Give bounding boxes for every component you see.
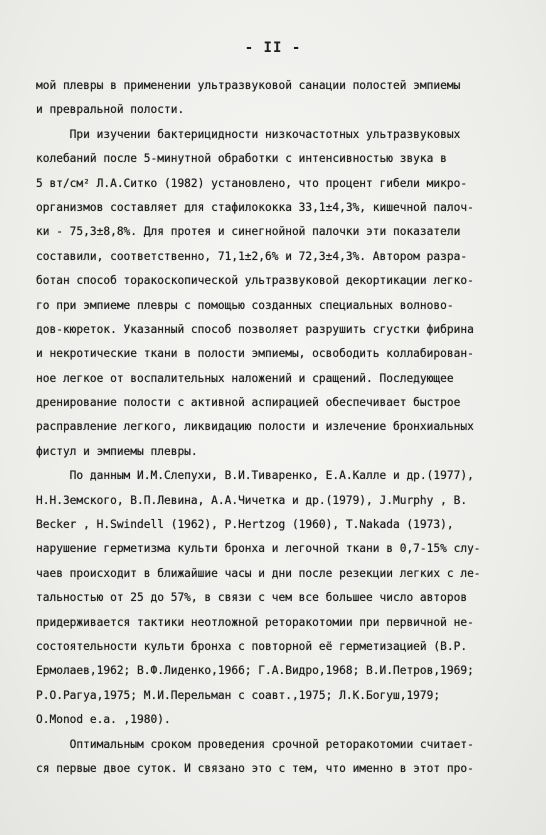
text-line: организмов составляет для стафилококка 33,1±4,3%, кишечной палоч- (36, 200, 474, 214)
text-line: ся первые двое суток. И связано это с тем, что именно в этот про- (36, 761, 474, 775)
text-line: дов-кюреток. Указанный способ позволяет разрушить сгустки фибрина (36, 322, 474, 336)
text-line: и некротические ткани в полости эмпиемы, освободить коллабирован- (36, 347, 474, 361)
text-line: тальностью от 25 до 57%, в связи с чем все большее число авторов (36, 591, 468, 605)
text-line: ботан способ торакоскопической ультразвуковой декортикации легко- (36, 274, 474, 288)
text-line: и превральной полости. (36, 103, 185, 117)
text-line: расправление легкого, ликвидацию полости и излечение бронхиальных (36, 420, 474, 434)
text-line: Becker , H.Swindell (1962), P.Hertzog (1960), T.Nakada (1973), (36, 518, 454, 532)
text-line: фистул и эмпиемы плевры. (36, 444, 198, 458)
text-line: O.Monod e.a. ,1980). (36, 713, 171, 727)
text-line: чаев происходит в ближайшие часы и дни после резекции легких с ле- (36, 566, 481, 580)
text-line: По данным И.М.Слепухи, В.И.Тиваренко, Е.А.Калле и др.(1977), (36, 469, 474, 483)
text-line: ное легкое от воспалительных наложений и сращений. Последующее (36, 371, 454, 385)
text-line: дренирование полости с активной аспирацией обеспечивает быстрое (36, 396, 461, 410)
text-line: При изучении бактерицидности низкочастотных ультразвуковых (36, 127, 461, 141)
text-line: Р.О.Рагуа,1975; М.И.Перельман с соавт.,1975; Л.К.Богуш,1979; (36, 688, 441, 702)
body-text (36, 74, 516, 781)
text-line: Н.Н.Земского, В.П.Левина, А.А.Чичетка и др.(1979), J.Murphy , B. (36, 493, 468, 507)
text-line: нарушение герметизма культи бронха и легочной ткани в 0,7-15% слу- (36, 542, 481, 556)
text-line: го при эмпиеме плевры с помощью созданных специальных волново- (36, 298, 454, 312)
text-line: состоятельности культи бронха с повторной её герметизацией (В.Р. (36, 639, 468, 653)
page-number: - II - (244, 40, 302, 56)
text-line: Оптимальным сроком проведения срочной реторакотомии считает- (36, 737, 474, 751)
text-line: ки - 75,3±8,8%. Для протея и синегнойной палочки эти показатели (36, 225, 461, 239)
text-line: составили, соответственно, 71,1±2,6% и 72,3±4,3%. Автором разра- (36, 249, 468, 263)
text-line: мой плевры в применении ультразвуковой санации полостей эмпиемы (36, 79, 461, 92)
text-line: колебаний после 5-минутной обработки с интенсивностью звука в (36, 152, 447, 166)
text-line: придерживается тактики неотложной реторакотомии при первичной не- (36, 615, 474, 629)
text-line: 5 вт/см² Л.А.Ситко (1982) установлено, что процент гибели микро- (36, 176, 468, 190)
text-line: Ермолаев,1962; В.Ф.Лиденко,1966; Г.А.Видро,1968; В.И.Петров,1969; (36, 664, 474, 678)
